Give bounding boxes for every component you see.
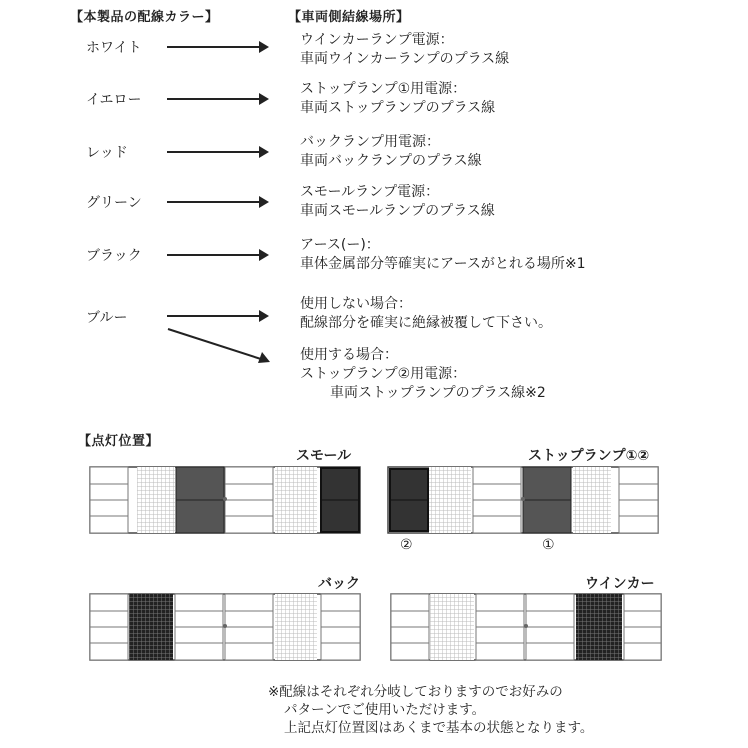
dest-red [300, 133, 482, 171]
dest-line: アース(ー)： [300, 237, 380, 253]
diagonal-arrow-icon [160, 322, 280, 372]
note-line: 上記点灯位置図はあくまで基本の状態となります。 [284, 720, 594, 736]
lamp-stop [387, 466, 659, 534]
dest-white [300, 31, 509, 69]
vehicle-connection-header: 【車両側結線場所】 [288, 10, 410, 25]
dest-black [300, 236, 586, 274]
wire-color-yellow: イエロー [86, 92, 142, 108]
dest-line: 車両スモールランプのプラス線 [300, 203, 495, 219]
wire-color-white: ホワイト [86, 40, 142, 56]
dest-line: 配線部分を確実に絶縁被覆して下さい。 [300, 315, 552, 331]
dest-yellow [300, 80, 495, 118]
dest-line: スモールランプ電源： [300, 184, 440, 200]
wire-color-black: ブラック [86, 248, 142, 264]
arrow-icon [167, 46, 267, 48]
wire-color-blue: ブルー [86, 310, 128, 326]
dest-line: ストップランプ②用電源： [300, 366, 467, 382]
arrow-icon [167, 201, 267, 203]
lamp-small [89, 466, 361, 534]
arrow-icon [167, 151, 267, 153]
dest-line: 使用しない場合： [300, 296, 412, 312]
lamp-back [89, 593, 361, 661]
dest-line: 車両バックランプのプラス線 [300, 153, 482, 169]
marker-1: ① [542, 537, 555, 553]
dest-line: 車両ストップランプのプラス線※2 [330, 385, 546, 401]
arrow-icon [167, 98, 267, 100]
note-line: ※配線はそれぞれ分岐しておりますのでお好みの [268, 684, 563, 700]
dest-line: 車体金属部分等確実にアースがとれる場所※1 [300, 256, 586, 272]
dest-line: バックランプ用電源： [300, 134, 440, 150]
caption-stop: ストップランプ①② [528, 448, 650, 464]
marker-2: ② [400, 537, 413, 553]
dest-green [300, 183, 495, 221]
dest-blue-used [300, 346, 546, 403]
wire-color-header: 【本製品の配線カラー】 [70, 10, 219, 25]
dest-line: ストップランプ①用電源： [300, 81, 467, 97]
lighting-header: 【点灯位置】 [78, 434, 160, 449]
dest-line: ウインカーランプ電源： [300, 32, 454, 48]
caption-back: バック [318, 576, 360, 592]
note-line: パターンでご使用いただけます。 [284, 702, 486, 718]
caption-small: スモール [296, 448, 352, 464]
arrow-icon [167, 315, 267, 317]
wire-color-red: レッド [86, 145, 128, 161]
footnote [268, 683, 593, 737]
dest-line: 車両ウインカーランプのプラス線 [300, 51, 510, 67]
dest-blue-unused [300, 295, 552, 333]
wire-color-green: グリーン [86, 195, 142, 211]
arrow-icon [167, 254, 267, 256]
dest-line: 車両ストップランプのプラス線 [300, 100, 496, 116]
dest-line: 使用する場合： [300, 347, 398, 363]
caption-winker: ウインカー [585, 576, 655, 592]
lamp-winker [390, 593, 662, 661]
